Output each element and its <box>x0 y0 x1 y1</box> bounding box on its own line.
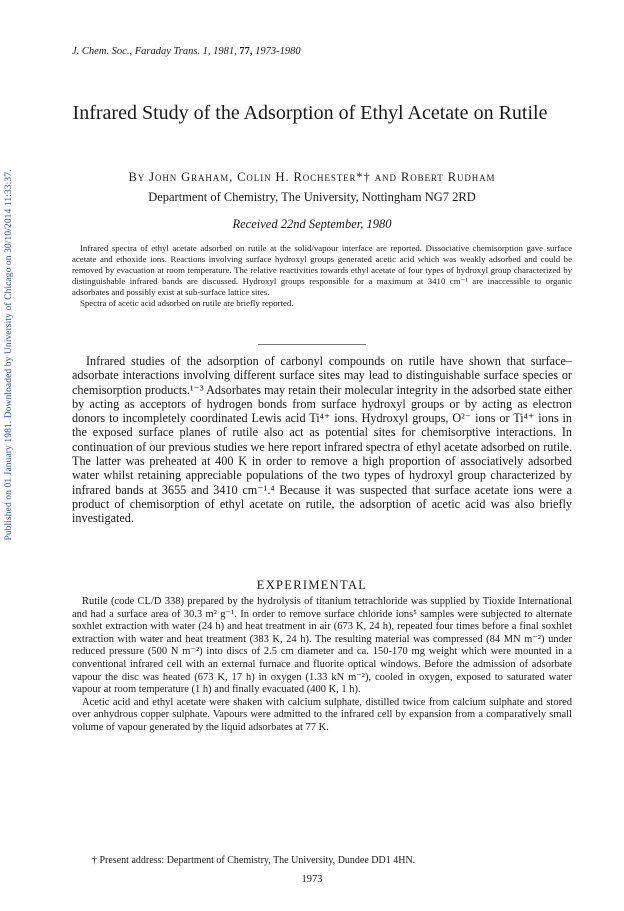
intro-paragraph: Infrared studies of the adsorption of carbonyl compounds on rutile have shown that surface–adsorbate interactions involving different surface sites may lead to distinguishable surface species or chemisorption products.¹⁻³ Adsorbates may retain their molecular integrity in the adsorbed state either by acting as acceptors of hydrogen bonds from surface hydroxyl groups or by acting as electron donors to incompletely coordinated Lewis acid Ti⁴⁺ ions. Hydroxyl groups, O²⁻ ions or Ti⁴⁺ ions in the exposed surface planes of rutile also act as potential sites for chemisorptive interactions. In continuation of our previous studies we here report infrared spectra of ethyl acetate adsorbed on rutile. The latter was preheated at 400 K in order to remove a high proportion of associatively adsorbed water whilst retaining appreciable populations of the two types of hydroxyl group characterized by infrared bands at 3655 and 3410 cm⁻¹.⁴ Because it was suspected that surface acetate ions were a product of chemisorption of ethyl acetate on rutile, the adsorption of acetic acid was also briefly investigated. <box>72 354 572 526</box>
introduction <box>72 354 572 526</box>
journal-pages: 1973-1980 <box>255 46 301 57</box>
footnote: † Present address: Department of Chemistry, The University, Dundee DD1 4HN. <box>92 855 416 866</box>
journal-citation <box>72 46 301 57</box>
experimental-paragraph: Acetic acid and ethyl acetate were shaken with calcium sulphate, distilled twice from calcium sulphate and stored over anhydrous copper sulphate. Vapours were admitted to the infrared cell by expansion from a comparatively small volume of vapour generated by the liquid adsorbates at 77 K. <box>72 696 572 733</box>
abstract-paragraph: Spectra of acetic acid adsorbed on rutile are briefly reported. <box>80 297 294 308</box>
affiliation: Department of Chemistry, The University, Nottingham NG7 2RD <box>148 190 476 204</box>
journal-volume: 77, <box>239 46 253 57</box>
abstract-paragraph: Infrared spectra of ethyl acetate adsorbed on rutile at the solid/vapour interface are reported. Dissociative chemisorption gave surface acetate and ethoxide ions. Reactions involving surface hydroxyl groups generated acetic acid which was weakly adsorbed and could be removed by evacuation at room temperature. The relative reactivities towards ethyl acetate of four types of hydroxyl group characterized by distinguishable infrared bands are discussed. Hydroxyl groups responsible for a maximum at 3410 cm⁻¹ are inaccessible to organic adsorbates and possibly exist at sub-surface lattice sites. <box>72 243 572 297</box>
journal-name: J. Chem. Soc., Faraday Trans. 1, <box>72 46 211 57</box>
abstract <box>72 243 572 308</box>
experimental-section <box>72 596 572 735</box>
paper-title: Infrared Study of the Adsorption of Ethyl Acetate on Rutile <box>72 102 548 124</box>
author-line: By John Graham, Colin H. Rochester*† and Robert Rudham <box>128 170 496 184</box>
journal-year: 1981, <box>213 46 237 57</box>
download-notice: Published on 01 January 1981. Downloaded by University of Chicago on 30/10/2014 11:33:37. <box>4 169 14 541</box>
page-number: 1973 <box>301 874 323 885</box>
section-divider <box>258 344 366 345</box>
received-date: Received 22nd September, 1980 <box>232 217 392 231</box>
experimental-paragraph: Rutile (code CL/D 338) prepared by the hydrolysis of titanium tetrachloride was supplied by Tioxide International and had a surface area of 30.3 m² g⁻¹. In order to remove surface chloride ions⁵ samples were subjected to alternate soxhlet extraction with water (24 h) and heat treatment in air (673 K, 24 h), repeated four times before a final soxhlet extraction with water and heat treatment (383 K, 24 h). The resulting material was compressed (84 MN m⁻²) under reduced pressure (500 N m⁻²) into discs of 2.5 cm diameter and ca. 150-170 mg weight which were mounted in a conventional infrared cell with an external furnace and fluorite optical windows. Before the admission of adsorbate vapour the disc was heated (673 K, 17 h) in oxygen (1.33 kN m⁻²), cooled in oxygen, exposed to saturated water vapour at room temperature (1 h) and finally evacuated (400 K, 1 h). <box>72 596 572 696</box>
section-heading-experimental: EXPERIMENTAL <box>256 578 368 592</box>
